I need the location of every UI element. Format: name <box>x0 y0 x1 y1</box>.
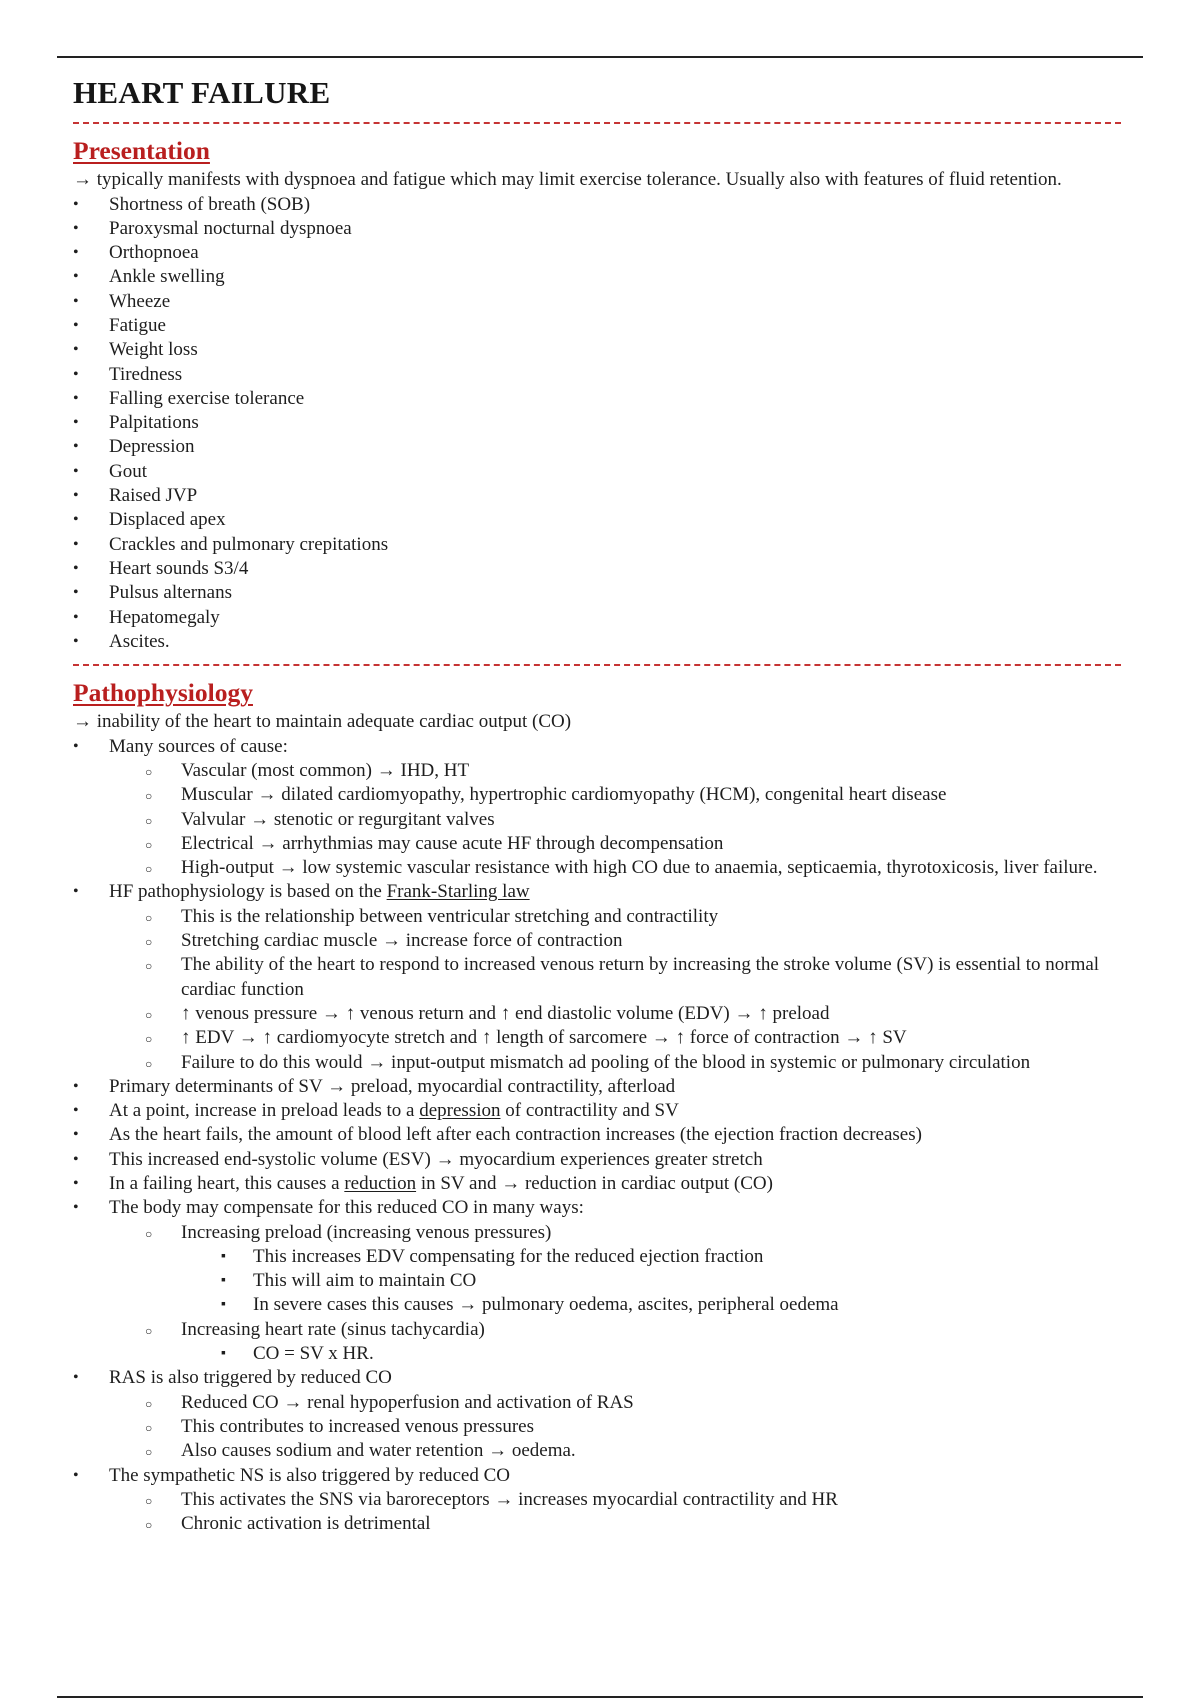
list-item <box>73 1464 1123 1537</box>
list-item <box>73 735 1123 881</box>
list-item: • Shortness of breath (SOB) <box>73 193 1123 217</box>
text-run: In a failing heart, this causes a <box>109 1172 345 1194</box>
symptom-list <box>73 193 1123 655</box>
sub-list-item: ○ Vascular (most common) → IHD, HT <box>145 759 1123 783</box>
list-item: • Orthopnoea <box>73 241 1123 265</box>
heart-rate-text: Increasing heart rate (sinus tachycardia) <box>181 1318 485 1340</box>
causes-sublist <box>145 759 1123 880</box>
list-item: • Gout <box>73 460 1123 484</box>
sub-list-item: ○ This is the relationship between ventricular stretching and contractility <box>145 905 1123 929</box>
compensate-text: The body may compensate for this reduced CO in many ways: <box>109 1197 584 1219</box>
sub-list-item: ○ This contributes to increased venous pressures <box>145 1415 1123 1439</box>
sub-list-item: ○ Valvular → stenotic or regurgitant valves <box>145 808 1123 832</box>
list-item: • Paroxysmal nocturnal dyspnoea <box>73 217 1123 241</box>
list-item <box>73 1172 1123 1196</box>
preload-text: Increasing preload (increasing venous pressures) <box>181 1221 552 1243</box>
sub-list-item: ○ ↑ venous pressure → ↑ venous return and ↑ end diastolic volume (EDV) → ↑ preload <box>145 1002 1123 1026</box>
sub-list-item: ○ Electrical → arrhythmias may cause acute HF through decompensation <box>145 832 1123 856</box>
frank-sublist <box>145 905 1123 1075</box>
sub-list-item <box>145 1318 1123 1367</box>
page-top-rule <box>57 56 1143 58</box>
page-bottom-rule <box>57 1696 1143 1698</box>
list-item: • Palpitations <box>73 411 1123 435</box>
heart-rate-sublist <box>217 1342 1123 1366</box>
sub-sub-list-item: ▪ This increases EDV compensating for the reduced ejection fraction <box>217 1245 1123 1269</box>
ras-sublist <box>145 1391 1123 1464</box>
presentation-heading: Presentation <box>73 136 210 165</box>
presentation-section <box>73 136 1123 654</box>
frank-starling-link: Frank-Starling law <box>386 881 530 903</box>
list-item: • Weight loss <box>73 338 1123 362</box>
pathophysiology-intro: → inability of the heart to maintain adequate cardiac output (CO) <box>73 711 572 733</box>
sub-list-item: ○ High-output → low systemic vascular resistance with high CO due to anaemia, septicaemia, thyrotoxicosis, liver failure. <box>145 856 1123 880</box>
list-item: • Hepatomegaly <box>73 606 1123 630</box>
text-run: in SV and → reduction in cardiac output (CO) <box>416 1172 773 1194</box>
text-run: of contractility and SV <box>500 1100 679 1122</box>
sns-text: The sympathetic NS is also triggered by reduced CO <box>109 1464 511 1486</box>
sub-list-item: ○ Stretching cardiac muscle → increase force of contraction <box>145 929 1123 953</box>
list-item: • Pulsus alternans <box>73 581 1123 605</box>
sub-list-item: ○ Also causes sodium and water retention → oedema. <box>145 1439 1123 1463</box>
list-item: • This increased end-systolic volume (ESV) → myocardium experiences greater stretch <box>73 1148 1123 1172</box>
list-item: • Wheeze <box>73 290 1123 314</box>
list-item: • As the heart fails, the amount of blood left after each contraction increases (the ejection fraction decreases) <box>73 1123 1123 1147</box>
sub-list-item: ○ The ability of the heart to respond to increased venous return by increasing the stroke volume (SV) is essential to normal cardiac function <box>145 953 1123 1002</box>
list-item: • Displaced apex <box>73 508 1123 532</box>
sub-list-item <box>145 1221 1123 1318</box>
pathophysiology-heading: Pathophysiology <box>73 678 253 708</box>
list-item: • Crackles and pulmonary crepitations <box>73 533 1123 557</box>
sns-sublist <box>145 1488 1123 1537</box>
causes-text: Many sources of cause: <box>109 735 288 757</box>
document-page <box>73 72 1123 1536</box>
sub-sub-list-item: ▪ In severe cases this causes → pulmonary oedema, ascites, peripheral oedema <box>217 1293 1123 1317</box>
underlined-term: depression <box>419 1100 501 1122</box>
sub-list-item: ○ Failure to do this would → input-output mismatch ad pooling of the blood in systemic or pulmonary circulation <box>145 1051 1123 1075</box>
list-item: • Primary determinants of SV → preload, myocardial contractility, afterload <box>73 1075 1123 1099</box>
list-item <box>73 1366 1123 1463</box>
sub-sub-list-item: ▪ This will aim to maintain CO <box>217 1269 1123 1293</box>
list-item: • Ankle swelling <box>73 265 1123 289</box>
list-item: • Ascites. <box>73 630 1123 654</box>
preload-sublist <box>217 1245 1123 1318</box>
list-item: • Falling exercise tolerance <box>73 387 1123 411</box>
underlined-term: reduction <box>344 1172 417 1194</box>
list-item: • Heart sounds S3/4 <box>73 557 1123 581</box>
list-item <box>73 1196 1123 1366</box>
compensate-sublist <box>145 1221 1123 1367</box>
list-item: • Tiredness <box>73 363 1123 387</box>
sub-list-item: ○ Chronic activation is detrimental <box>145 1512 1123 1536</box>
section-divider <box>73 122 1121 124</box>
section-divider <box>73 664 1121 666</box>
sub-list-item: ○ ↑ EDV → ↑ cardiomyocyte stretch and ↑ length of sarcomere → ↑ force of contraction → ↑ SV <box>145 1026 1123 1050</box>
sub-list-item: ○ Reduced CO → renal hypoperfusion and activation of RAS <box>145 1391 1123 1415</box>
pathophysiology-list <box>73 735 1123 1537</box>
pathophysiology-section <box>73 664 1123 1536</box>
list-item: • Fatigue <box>73 314 1123 338</box>
list-item: • Depression <box>73 435 1123 459</box>
presentation-intro: → typically manifests with dyspnoea and fatigue which may limit exercise tolerance. Usually also with features of fluid retention. <box>73 169 1062 190</box>
list-item: • Raised JVP <box>73 484 1123 508</box>
ras-text: RAS is also triggered by reduced CO <box>109 1367 392 1389</box>
list-item <box>73 1099 1123 1123</box>
list-item <box>73 880 1123 1074</box>
document-title: HEART FAILURE <box>73 75 331 110</box>
text-run: At a point, increase in preload leads to a <box>109 1100 420 1122</box>
sub-list-item: ○ Muscular → dilated cardiomyopathy, hypertrophic cardiomyopathy (HCM), congenital heart disease <box>145 783 1123 807</box>
sub-sub-list-item: ▪ CO = SV x HR. <box>217 1342 1123 1366</box>
sub-list-item: ○ This activates the SNS via baroreceptors → increases myocardial contractility and HR <box>145 1488 1123 1512</box>
frank-text: HF pathophysiology is based on the <box>109 881 387 903</box>
